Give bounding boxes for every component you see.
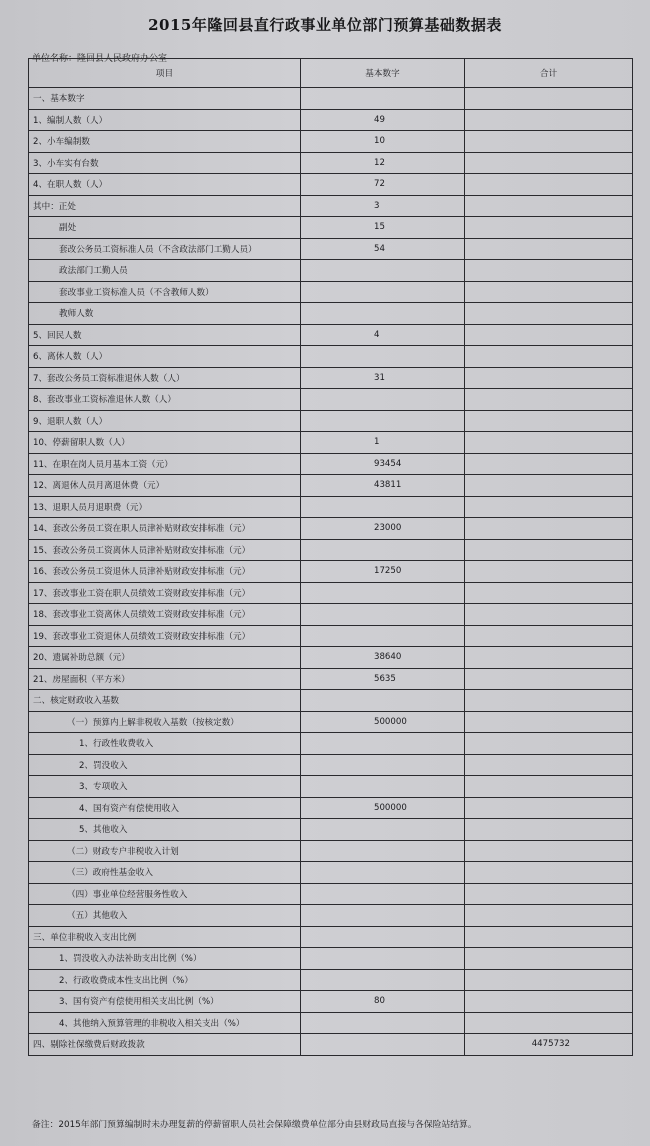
row-total-value: [465, 948, 633, 970]
footnote: 备注：2015年部门预算编制时未办理复薪的停薪留职人员社会保障缴费单位部分由县财政局直接与各保险站结算。: [32, 1120, 477, 1130]
row-total-value: [465, 410, 633, 432]
table-row: [29, 797, 633, 819]
row-total-value: [465, 217, 633, 239]
row-basic-value: [301, 948, 465, 970]
row-label: 10、停薪留职人数（人）: [29, 432, 301, 454]
row-basic-value: [301, 905, 465, 927]
table-row: [29, 389, 633, 411]
row-label: 套改公务员工资标准人员（不含政法部门工勤人员）: [29, 238, 301, 260]
row-label: 其中：正处: [29, 195, 301, 217]
row-label: 3、专项收入: [29, 776, 301, 798]
row-total-value: [465, 711, 633, 733]
row-basic-value: [301, 389, 465, 411]
row-total-value: [465, 733, 633, 755]
row-basic-value: [301, 582, 465, 604]
row-total-value: [465, 109, 633, 131]
row-basic-value: 4: [301, 324, 465, 346]
row-total-value: [465, 819, 633, 841]
row-basic-value: [301, 840, 465, 862]
row-total-value: [465, 1012, 633, 1034]
data-table: [28, 58, 633, 1056]
row-label: 1、编制人数（人）: [29, 109, 301, 131]
table-row: [29, 131, 633, 153]
row-basic-value: 15: [301, 217, 465, 239]
row-basic-value: [301, 303, 465, 325]
row-basic-value: 54: [301, 238, 465, 260]
row-label: 1、行政性收费收入: [29, 733, 301, 755]
table-row: [29, 324, 633, 346]
row-total-value: [465, 561, 633, 583]
row-total-value: [465, 862, 633, 884]
row-total-value: [465, 238, 633, 260]
table-body: [29, 88, 633, 1056]
table-row: [29, 88, 633, 110]
table-row: [29, 453, 633, 475]
row-label: 2、罚没收入: [29, 754, 301, 776]
row-basic-value: [301, 260, 465, 282]
row-basic-value: 23000: [301, 518, 465, 540]
row-label: 14、套改公务员工资在职人员津补贴财政安排标准（元）: [29, 518, 301, 540]
row-basic-value: [301, 604, 465, 626]
table-row: [29, 668, 633, 690]
row-total-value: [465, 281, 633, 303]
row-label: 13、退职人员月退职费（元）: [29, 496, 301, 518]
row-basic-value: [301, 690, 465, 712]
row-label: 政法部门工勤人员: [29, 260, 301, 282]
table-row: [29, 582, 633, 604]
table-row: [29, 969, 633, 991]
table-row: [29, 862, 633, 884]
row-basic-value: [301, 539, 465, 561]
table-row: [29, 690, 633, 712]
table-row: [29, 346, 633, 368]
row-total-value: [465, 905, 633, 927]
table-row: [29, 174, 633, 196]
table-row: [29, 561, 633, 583]
row-label: 4、国有资产有偿使用收入: [29, 797, 301, 819]
row-total-value: [465, 991, 633, 1013]
row-basic-value: 43811: [301, 475, 465, 497]
row-basic-value: 12: [301, 152, 465, 174]
table-row: [29, 926, 633, 948]
row-basic-value: [301, 1012, 465, 1034]
row-total-value: [465, 797, 633, 819]
row-total-value: [465, 668, 633, 690]
table-row: [29, 1012, 633, 1034]
row-basic-value: [301, 281, 465, 303]
header-basic: 基本数字: [301, 59, 465, 88]
row-total-value: [465, 776, 633, 798]
row-basic-value: [301, 883, 465, 905]
row-total-value: [465, 582, 633, 604]
row-basic-value: [301, 88, 465, 110]
header-item: 项目: [29, 59, 301, 88]
data-table-wrapper: [28, 58, 632, 1056]
row-total-value: [465, 840, 633, 862]
row-total-value: [465, 883, 633, 905]
row-basic-value: [301, 754, 465, 776]
row-label: 套改事业工资标准人员（不含教师人数）: [29, 281, 301, 303]
row-total-value: [465, 303, 633, 325]
row-label: 17、套改事业工资在职人员绩效工资财政安排标准（元）: [29, 582, 301, 604]
table-row: [29, 711, 633, 733]
table-row: [29, 539, 633, 561]
row-label: 三、单位非税收入支出比例: [29, 926, 301, 948]
table-row: [29, 840, 633, 862]
row-basic-value: [301, 1034, 465, 1056]
row-label: （四）事业单位经营服务性收入: [29, 883, 301, 905]
row-label: 15、套改公务员工资离休人员津补贴财政安排标准（元）: [29, 539, 301, 561]
row-basic-value: 80: [301, 991, 465, 1013]
row-total-value: [465, 518, 633, 540]
row-basic-value: 500000: [301, 797, 465, 819]
table-row: [29, 281, 633, 303]
row-label: 3、国有资产有偿使用相关支出比例（%）: [29, 991, 301, 1013]
table-row: [29, 195, 633, 217]
table-row: [29, 905, 633, 927]
table-row: [29, 604, 633, 626]
row-total-value: [465, 453, 633, 475]
row-basic-value: [301, 733, 465, 755]
row-basic-value: [301, 776, 465, 798]
row-label: （五）其他收入: [29, 905, 301, 927]
row-total-value: [465, 367, 633, 389]
table-row: [29, 733, 633, 755]
table-row: [29, 948, 633, 970]
row-label: 1、罚没收入办法补助支出比例（%）: [29, 948, 301, 970]
row-label: （一）预算内上解非税收入基数（按核定数）: [29, 711, 301, 733]
row-total-value: [465, 346, 633, 368]
row-label: 副处: [29, 217, 301, 239]
table-row: [29, 991, 633, 1013]
row-basic-value: 38640: [301, 647, 465, 669]
row-total-value: [465, 926, 633, 948]
row-label: 9、退职人数（人）: [29, 410, 301, 432]
row-basic-value: 500000: [301, 711, 465, 733]
row-basic-value: [301, 862, 465, 884]
table-row: [29, 496, 633, 518]
document-title: 2015年隆回县直行政事业单位部门预算基础数据表: [148, 16, 502, 34]
row-total-value: [465, 647, 633, 669]
row-label: （三）政府性基金收入: [29, 862, 301, 884]
row-label: 6、离休人数（人）: [29, 346, 301, 368]
row-label: 一、基本数字: [29, 88, 301, 110]
row-total-value: [465, 432, 633, 454]
row-basic-value: 31: [301, 367, 465, 389]
row-total-value: 4475732: [465, 1034, 633, 1056]
row-label: 21、房屋面积（平方米）: [29, 668, 301, 690]
table-header-row: [29, 59, 633, 88]
row-label: 11、在职在岗人员月基本工资（元）: [29, 453, 301, 475]
row-label: 20、遗属补助总额（元）: [29, 647, 301, 669]
row-total-value: [465, 195, 633, 217]
row-basic-value: [301, 410, 465, 432]
row-total-value: [465, 539, 633, 561]
row-label: 19、套改事业工资退休人员绩效工资财政安排标准（元）: [29, 625, 301, 647]
table-row: [29, 109, 633, 131]
row-basic-value: [301, 625, 465, 647]
row-label: 4、其他纳入预算管理的非税收入相关支出（%）: [29, 1012, 301, 1034]
row-basic-value: 17250: [301, 561, 465, 583]
row-basic-value: 5635: [301, 668, 465, 690]
row-total-value: [465, 152, 633, 174]
row-basic-value: [301, 819, 465, 841]
row-basic-value: 72: [301, 174, 465, 196]
row-total-value: [465, 260, 633, 282]
row-label: 7、套改公务员工资标准退休人数（人）: [29, 367, 301, 389]
row-label: 5、其他收入: [29, 819, 301, 841]
row-label: 3、小车实有台数: [29, 152, 301, 174]
row-label: 二、核定财政收入基数: [29, 690, 301, 712]
row-total-value: [465, 389, 633, 411]
row-label: 2、行政收费成本性支出比例（%）: [29, 969, 301, 991]
row-label: 教师人数: [29, 303, 301, 325]
row-label: 12、离退休人员月离退休费（元）: [29, 475, 301, 497]
row-total-value: [465, 496, 633, 518]
table-row: [29, 819, 633, 841]
row-basic-value: [301, 926, 465, 948]
table-row: [29, 152, 633, 174]
row-label: 16、套改公务员工资退休人员津补贴财政安排标准（元）: [29, 561, 301, 583]
table-row: [29, 776, 633, 798]
row-basic-value: 93454: [301, 453, 465, 475]
row-label: 四、剔除社保缴费后财政拨款: [29, 1034, 301, 1056]
row-basic-value: 10: [301, 131, 465, 153]
row-label: 8、套改事业工资标准退休人数（人）: [29, 389, 301, 411]
table-row: [29, 754, 633, 776]
table-row: [29, 260, 633, 282]
table-row: [29, 518, 633, 540]
row-total-value: [465, 969, 633, 991]
row-label: 4、在职人数（人）: [29, 174, 301, 196]
table-row: [29, 217, 633, 239]
table-row: [29, 303, 633, 325]
row-basic-value: [301, 496, 465, 518]
row-total-value: [465, 604, 633, 626]
table-row: [29, 1034, 633, 1056]
header-total: 合计: [465, 59, 633, 88]
table-row: [29, 238, 633, 260]
row-label: （二）财政专户非税收入计划: [29, 840, 301, 862]
row-basic-value: 3: [301, 195, 465, 217]
row-total-value: [465, 690, 633, 712]
table-row: [29, 883, 633, 905]
row-label: 18、套改事业工资离休人员绩效工资财政安排标准（元）: [29, 604, 301, 626]
table-row: [29, 475, 633, 497]
row-total-value: [465, 88, 633, 110]
row-total-value: [465, 625, 633, 647]
table-row: [29, 647, 633, 669]
row-total-value: [465, 324, 633, 346]
table-row: [29, 367, 633, 389]
row-basic-value: 49: [301, 109, 465, 131]
row-total-value: [465, 754, 633, 776]
row-basic-value: [301, 346, 465, 368]
row-total-value: [465, 174, 633, 196]
row-basic-value: [301, 969, 465, 991]
row-label: 5、回民人数: [29, 324, 301, 346]
row-label: 2、小车编制数: [29, 131, 301, 153]
row-basic-value: 1: [301, 432, 465, 454]
unit-name: 单位名称：隆回县人民政府办公室: [32, 54, 168, 64]
row-total-value: [465, 475, 633, 497]
row-total-value: [465, 131, 633, 153]
table-row: [29, 625, 633, 647]
table-row: [29, 410, 633, 432]
table-row: [29, 432, 633, 454]
